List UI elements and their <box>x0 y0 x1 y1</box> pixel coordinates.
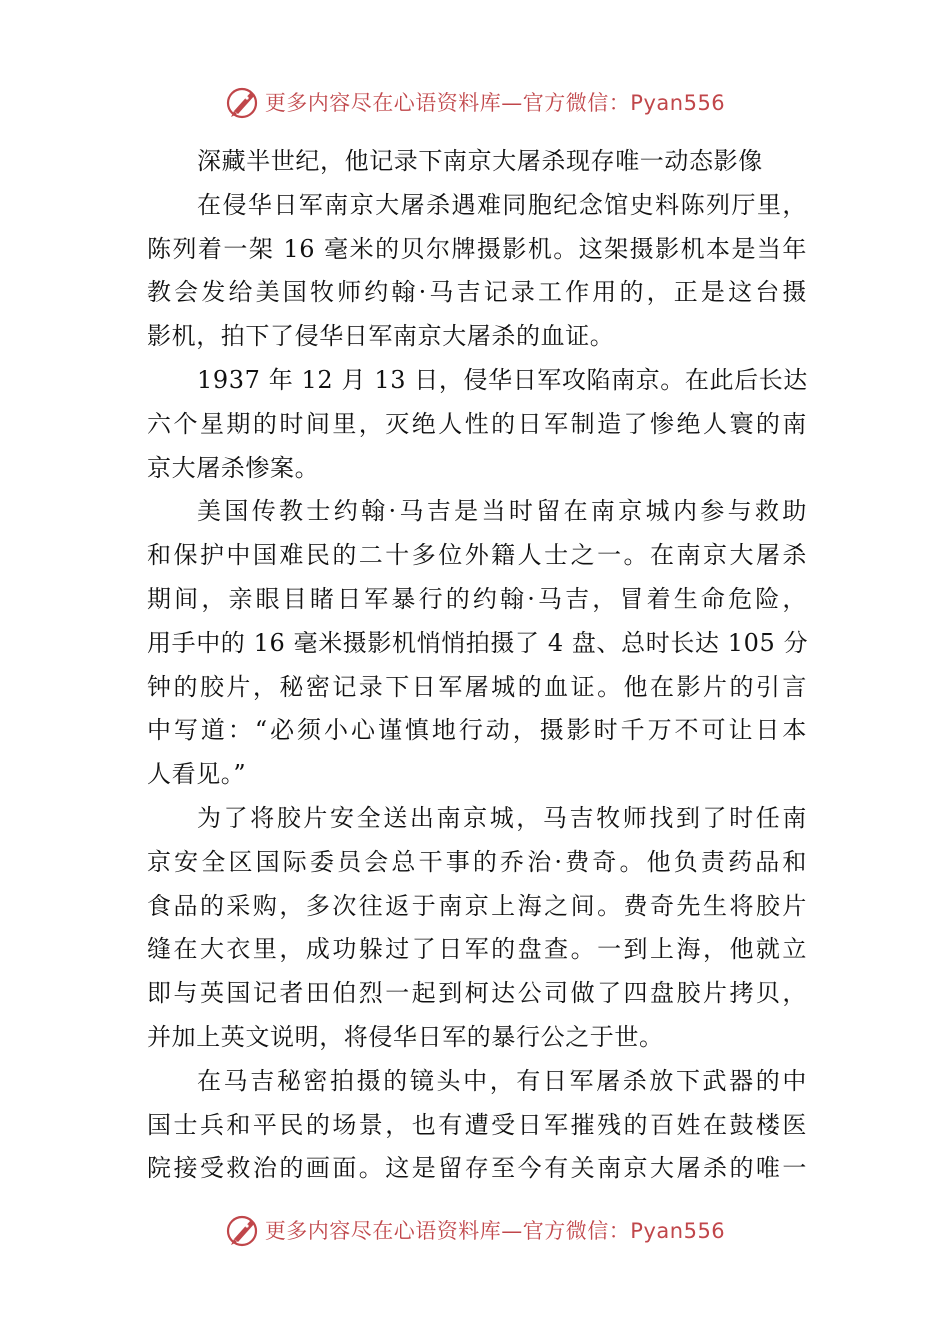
pen-nib-logo-icon <box>225 1212 261 1248</box>
footer-watermark <box>0 1210 950 1250</box>
paragraph-line: 六个星期的时间里，灭绝人性的日军制造了惨绝人寰的南 <box>147 409 807 438</box>
paragraph-line: 并加上英文说明，将侵华日军的暴行公之于世。 <box>147 1022 664 1051</box>
document-body <box>147 140 807 1191</box>
paragraph-line: 和保护中国难民的二十多位外籍人士之一。在南京大屠杀 <box>147 541 807 570</box>
paragraph-line: 教会发给美国牧师约翰·马吉记录工作用的，正是这台摄 <box>147 278 807 307</box>
paragraph-line: 院接受救治的画面。这是留存至今有关南京大屠杀的唯一 <box>147 1154 807 1183</box>
paragraph-line: 美国传教士约翰·马吉是当时留在南京城内参与救助 <box>197 497 807 526</box>
paragraph-line: 人看见。” <box>147 760 247 789</box>
paragraph-line: 用手中的 16 毫米摄影机悄悄拍摄了 4 盘、总时长达 105 分 <box>147 628 809 657</box>
pen-nib-logo-icon <box>225 84 261 120</box>
paragraph-line: 影机，拍下了侵华日军南京大屠杀的血证。 <box>147 322 615 351</box>
paragraph-line: 在马吉秘密拍摄的镜头中，有日军屠杀放下武器的中 <box>197 1066 807 1095</box>
paragraph-line: 国士兵和平民的场景，也有遭受日军摧残的百姓在鼓楼医 <box>147 1110 807 1139</box>
paragraph-line: 中写道：“必须小心谨慎地行动，摄影时千万不可让日本 <box>147 716 807 745</box>
paragraph-line: 钟的胶片，秘密记录下日军屠城的血证。他在影片的引言 <box>147 672 807 701</box>
paragraph-line: 期间，亲眼目睹日军暴行的约翰·马吉，冒着生命危险， <box>147 584 807 613</box>
paragraph-line: 1937 年 12 月 13 日，侵华日军攻陷南京。在此后长达 <box>197 365 808 394</box>
header-watermark <box>0 82 950 122</box>
paragraph-line: 在侵华日军南京大屠杀遇难同胞纪念馆史料陈列厅里， <box>197 190 807 219</box>
document-title: 深藏半世纪，他记录下南京大屠杀现存唯一动态影像 <box>197 147 763 175</box>
paragraph-line: 为了将胶片安全送出南京城，马吉牧师找到了时任南 <box>197 803 807 832</box>
paragraph-line: 即与英国记者田伯烈一起到柯达公司做了四盘胶片拷贝， <box>147 979 807 1008</box>
paragraph-line: 食品的采购，多次往返于南京上海之间。费奇先生将胶片 <box>147 891 807 920</box>
paragraph-line: 京大屠杀惨案。 <box>147 453 320 482</box>
header-watermark-text: 更多内容尽在心语资料库—官方微信：Pyan556 <box>264 91 726 115</box>
paragraph-line: 缝在大衣里，成功躲过了日军的盘查。一到上海，他就立 <box>147 935 807 964</box>
paragraph-line: 京安全区国际委员会总干事的乔治·费奇。他负责药品和 <box>147 847 807 876</box>
paragraph-line: 陈列着一架 16 毫米的贝尔牌摄影机。这架摄影机本是当年 <box>147 234 807 263</box>
footer-watermark-text: 更多内容尽在心语资料库—官方微信：Pyan556 <box>264 1219 726 1243</box>
